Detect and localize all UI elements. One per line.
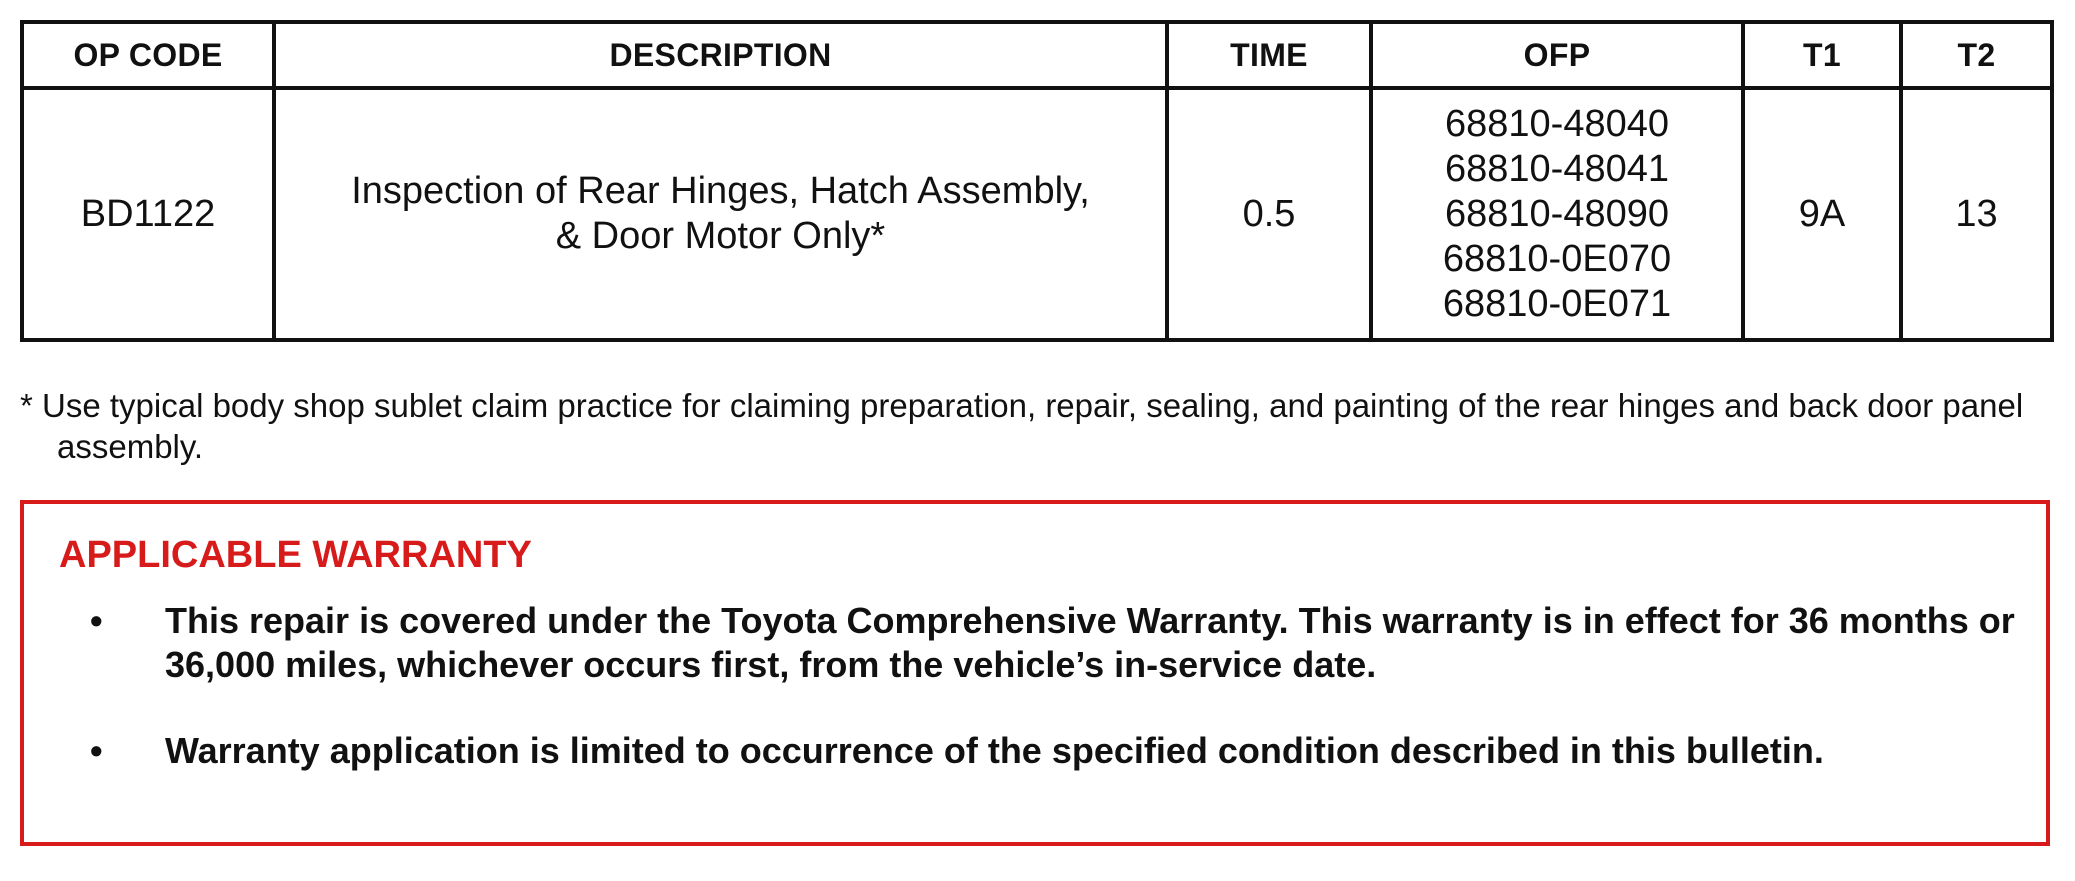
t2-cell: 13 xyxy=(1901,88,2052,340)
ofp-part-number: 68810-48040 xyxy=(1445,102,1669,145)
bullet-icon: • xyxy=(90,730,103,771)
op-code-table xyxy=(20,20,2054,342)
ofp-part-number: 68810-0E070 xyxy=(1442,237,1672,280)
header-t1: T1 xyxy=(1743,22,1901,88)
warranty-title: APPLICABLE WARRANTY xyxy=(59,534,532,576)
warranty-item-text: Warranty application is limited to occurrence of the specified condition described in this bulletin. xyxy=(165,730,1824,771)
list-item xyxy=(84,599,2024,687)
header-t2: T2 xyxy=(1901,22,2052,88)
description-cell xyxy=(274,88,1167,340)
warranty-box xyxy=(20,500,2050,846)
table-row xyxy=(22,88,2052,340)
time-cell: 0.5 xyxy=(1167,88,1371,340)
op-code-cell: BD1122 xyxy=(22,88,274,340)
header-ofp: OFP xyxy=(1371,22,1743,88)
description-line: Inspection of Rear Hinges, Hatch Assembly, xyxy=(351,170,1090,212)
header-time: TIME xyxy=(1167,22,1371,88)
list-item xyxy=(84,729,2024,773)
description-line: & Door Motor Only* xyxy=(555,215,886,257)
table-body xyxy=(22,88,2052,340)
ofp-cell xyxy=(1371,88,1743,340)
header-row xyxy=(22,22,2052,88)
bullet-icon: • xyxy=(90,600,103,641)
ofp-part-number: 68810-48041 xyxy=(1445,147,1669,190)
header-description: DESCRIPTION xyxy=(274,22,1167,88)
warranty-list xyxy=(84,599,2024,815)
header-op-code: OP CODE xyxy=(22,22,274,88)
ofp-part-number: 68810-0E071 xyxy=(1442,282,1672,325)
ofp-part-number: 68810-48090 xyxy=(1445,192,1669,235)
warranty-item-text: This repair is covered under the Toyota Comprehensive Warranty. This warranty is in effect for 36 months or 36,000 miles, whichever occurs first, from the vehicle’s in-service date. xyxy=(165,600,2015,685)
t1-cell: 9A xyxy=(1743,88,1901,340)
footnote: * Use typical body shop sublet claim practice for claiming preparation, repair, sealing, and painting of the rear hinges and back door panel assembly. xyxy=(20,387,2024,465)
table-header xyxy=(22,22,2052,88)
